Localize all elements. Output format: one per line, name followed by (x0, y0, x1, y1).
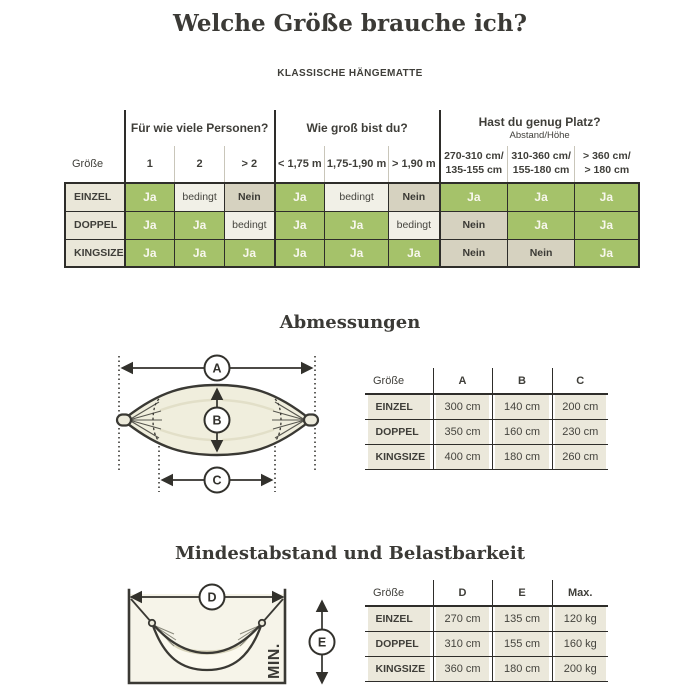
row-label: EINZEL (65, 183, 125, 211)
row-label: DOPPEL (368, 420, 431, 444)
knot-right (259, 620, 265, 626)
col-header: E (492, 580, 552, 606)
col-header: < 1,75 m (275, 146, 325, 183)
value-cell: bedingt (175, 183, 225, 211)
size-selection-table (64, 110, 640, 268)
value-cell: Ja (389, 239, 440, 267)
suspension-ring-right (304, 415, 318, 426)
value-cell: Nein (225, 183, 275, 211)
col-header: B (492, 368, 552, 394)
value-cell: Ja (575, 239, 639, 267)
value-cell: bedingt (389, 211, 440, 239)
value-cell: Ja (125, 183, 175, 211)
col-header: D (433, 580, 492, 606)
value-cell: 155 cm (495, 632, 549, 656)
value-cell: Ja (175, 239, 225, 267)
table-row-doppel (65, 211, 639, 239)
value-cell: 200 kg (555, 657, 606, 681)
min-distance-table (365, 580, 608, 682)
value-cell: Ja (440, 183, 508, 211)
col-header: 270-310 cm/ 135-155 cm (440, 146, 508, 183)
row-label: KINGSIZE (65, 239, 125, 267)
page-subtitle: KLASSISCHE HÄNGEMATTE (277, 68, 423, 79)
group-header-space (440, 110, 639, 146)
group-header-height: Wie groß bist du? (275, 110, 440, 146)
col-header: > 360 cm/ > 180 cm (575, 146, 639, 183)
value-cell: 160 cm (495, 420, 549, 444)
knot-left (149, 620, 155, 626)
value-cell: Ja (325, 211, 389, 239)
dimension-d-label: D (207, 590, 217, 605)
value-cell: 140 cm (495, 395, 549, 419)
min-distance-header-row (365, 580, 608, 606)
value-cell: 270 cm (436, 607, 489, 631)
row-label: EINZEL (368, 607, 431, 631)
group-header-persons: Für wie viele Personen? (125, 110, 275, 146)
col-header: A (433, 368, 492, 394)
value-cell: Ja (275, 183, 325, 211)
value-cell: Ja (125, 211, 175, 239)
value-cell: bedingt (225, 211, 275, 239)
min-label: MIN. (266, 643, 283, 679)
group-header-space-sub: Abstand/Höhe (509, 130, 570, 141)
col-header: 1 (125, 146, 175, 183)
table-row (365, 444, 608, 469)
group-header-space-main: Hast du genug Platz? (478, 115, 601, 129)
value-cell: Ja (508, 211, 575, 239)
value-cell: 260 cm (555, 445, 606, 469)
group-header-row (65, 110, 639, 146)
table-row (365, 631, 608, 656)
value-cell: Ja (575, 211, 639, 239)
row-label: DOPPEL (368, 632, 431, 656)
dimension-c-label: C (212, 473, 222, 488)
hammock-top-view-diagram (115, 352, 320, 502)
page-title: Welche Größe brauche ich? (172, 10, 528, 37)
col-header: > 1,90 m (389, 146, 440, 183)
value-cell: Ja (275, 239, 325, 267)
col-header: C (552, 368, 608, 394)
section-title-abmessungen: Abmessungen (279, 312, 421, 333)
col-header: 1,75-1,90 m (325, 146, 389, 183)
dimensions-table (365, 368, 608, 470)
value-cell: Ja (175, 211, 225, 239)
col-header: 2 (175, 146, 225, 183)
value-cell: Ja (575, 183, 639, 211)
column-header-row (65, 146, 639, 183)
value-cell: Nein (508, 239, 575, 267)
table-row-einzel (65, 183, 639, 211)
section-title-mindestabstand: Mindestabstand und Belastbarkeit (174, 543, 526, 564)
dimensions-header-row (365, 368, 608, 394)
value-cell: Ja (125, 239, 175, 267)
value-cell: Ja (508, 183, 575, 211)
value-cell: 300 cm (436, 395, 489, 419)
value-cell: 360 cm (436, 657, 489, 681)
col-header: > 2 (225, 146, 275, 183)
table-row (365, 394, 608, 419)
corner-blank (65, 110, 125, 146)
value-cell: 135 cm (495, 607, 549, 631)
value-cell: 310 cm (436, 632, 489, 656)
value-cell: bedingt (325, 183, 389, 211)
row-label: KINGSIZE (368, 657, 431, 681)
table-row (365, 606, 608, 631)
value-cell: 400 cm (436, 445, 489, 469)
suspension-ring-left (117, 415, 131, 426)
value-cell: Nein (440, 211, 508, 239)
value-cell: Ja (325, 239, 389, 267)
value-cell: 120 kg (555, 607, 606, 631)
value-cell: 160 kg (555, 632, 606, 656)
value-cell: Ja (275, 211, 325, 239)
value-cell: 180 cm (495, 445, 549, 469)
row-label: KINGSIZE (368, 445, 431, 469)
value-cell: 350 cm (436, 420, 489, 444)
col-header: Max. (552, 580, 608, 606)
row-label: DOPPEL (65, 211, 125, 239)
table-row-kingsize (65, 239, 639, 267)
col-header: 310-360 cm/ 155-180 cm (508, 146, 575, 183)
table-row (365, 419, 608, 444)
corner-label: Größe (65, 146, 125, 183)
hammock-side-view-diagram (122, 576, 350, 698)
value-cell: 230 cm (555, 420, 606, 444)
dimension-a-label: A (212, 361, 222, 376)
table-row (365, 656, 608, 681)
col-header: Größe (365, 580, 433, 606)
value-cell: Nein (440, 239, 508, 267)
value-cell: 180 cm (495, 657, 549, 681)
row-label: EINZEL (368, 395, 431, 419)
dimension-b-label: B (212, 413, 222, 428)
value-cell: Nein (389, 183, 440, 211)
dimension-e-label: E (317, 635, 327, 650)
value-cell: Ja (225, 239, 275, 267)
value-cell: 200 cm (555, 395, 606, 419)
col-header: Größe (365, 368, 433, 394)
